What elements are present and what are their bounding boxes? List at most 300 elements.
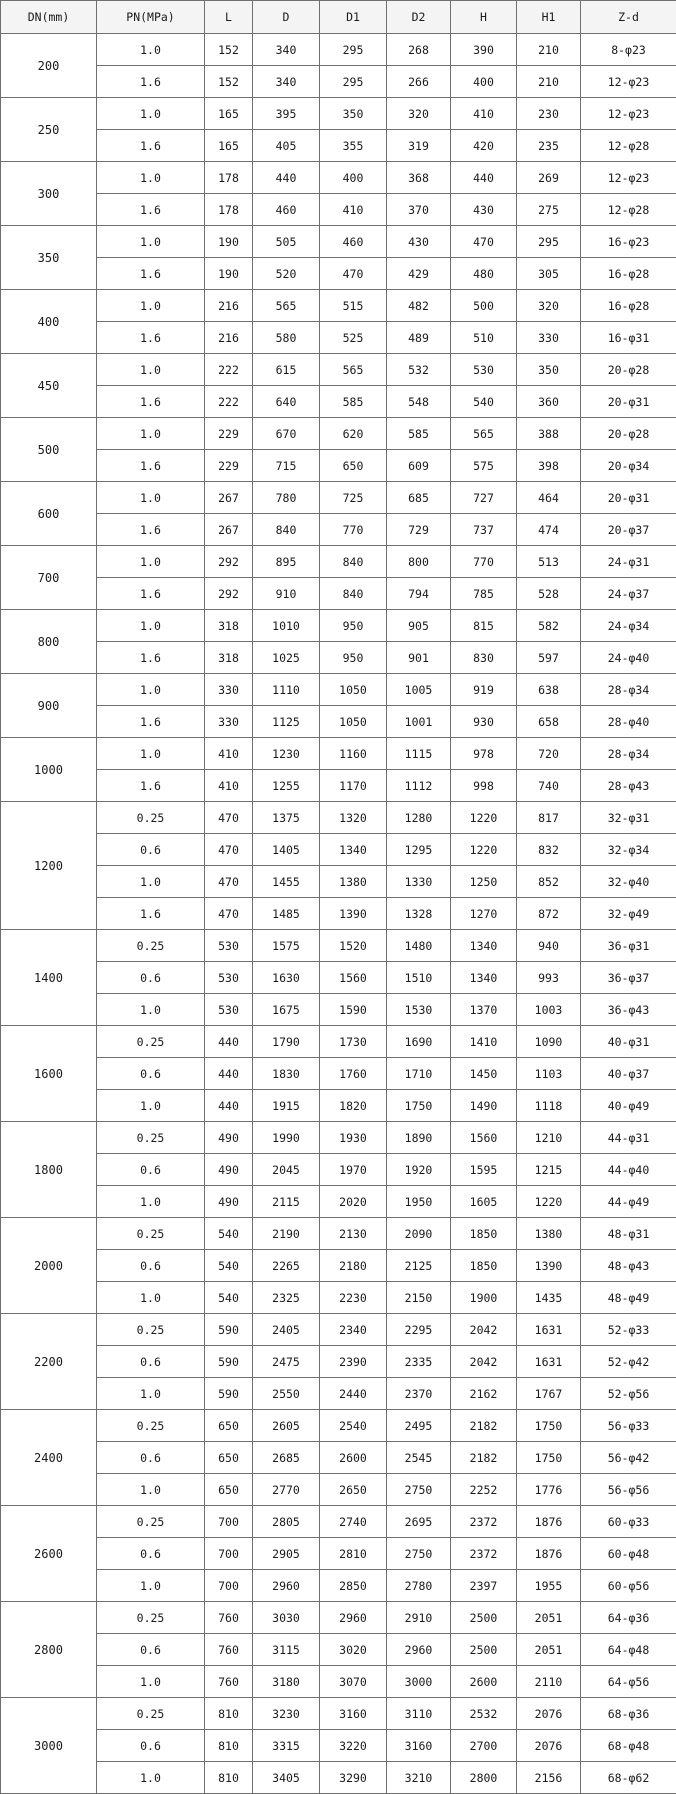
l-cell: 470: [205, 866, 253, 898]
table-row: [1, 1442, 676, 1474]
table-row: [1, 802, 676, 834]
z-d-cell: 28-φ40: [581, 706, 676, 738]
d2-cell: 585: [387, 418, 451, 450]
table-row: [1, 1602, 676, 1634]
pn-cell: 1.0: [97, 866, 205, 898]
d1-cell: 1730: [320, 1026, 387, 1058]
d-cell: 3030: [253, 1602, 320, 1634]
h1-cell: 1631: [517, 1314, 581, 1346]
l-cell: 470: [205, 802, 253, 834]
h1-cell: 1750: [517, 1410, 581, 1442]
d1-cell: 2650: [320, 1474, 387, 1506]
table-row: [1, 1154, 676, 1186]
table-row: [1, 386, 676, 418]
h1-cell: 320: [517, 290, 581, 322]
h-cell: 785: [451, 578, 517, 610]
l-cell: 229: [205, 450, 253, 482]
l-cell: 760: [205, 1602, 253, 1634]
l-cell: 650: [205, 1442, 253, 1474]
h-cell: 2372: [451, 1538, 517, 1570]
d-cell: 2265: [253, 1250, 320, 1282]
dn-cell: 450: [1, 354, 97, 418]
h1-cell: 2076: [517, 1698, 581, 1730]
z-d-cell: 32-φ31: [581, 802, 676, 834]
l-cell: 590: [205, 1346, 253, 1378]
pn-cell: 0.25: [97, 1314, 205, 1346]
l-cell: 700: [205, 1570, 253, 1602]
d-cell: 460: [253, 194, 320, 226]
l-cell: 470: [205, 898, 253, 930]
d2-cell: 1295: [387, 834, 451, 866]
l-cell: 490: [205, 1186, 253, 1218]
d-cell: 715: [253, 450, 320, 482]
pn-cell: 1.0: [97, 482, 205, 514]
h1-cell: 210: [517, 66, 581, 98]
z-d-cell: 20-φ31: [581, 386, 676, 418]
pn-cell: 1.0: [97, 1090, 205, 1122]
d1-cell: 2130: [320, 1218, 387, 1250]
dn-cell: 500: [1, 418, 97, 482]
table-row: [1, 1218, 676, 1250]
header-h: H: [451, 1, 517, 34]
d2-cell: 2370: [387, 1378, 451, 1410]
dn-cell: 1400: [1, 930, 97, 1026]
table-row: [1, 514, 676, 546]
d1-cell: 2340: [320, 1314, 387, 1346]
table-row: [1, 1314, 676, 1346]
table-row: [1, 1634, 676, 1666]
d2-cell: 3110: [387, 1698, 451, 1730]
z-d-cell: 24-φ34: [581, 610, 676, 642]
h-cell: 830: [451, 642, 517, 674]
d2-cell: 548: [387, 386, 451, 418]
pn-cell: 0.6: [97, 1058, 205, 1090]
d1-cell: 2230: [320, 1282, 387, 1314]
z-d-cell: 12-φ28: [581, 130, 676, 162]
d-cell: 565: [253, 290, 320, 322]
d-cell: 1575: [253, 930, 320, 962]
d2-cell: 1950: [387, 1186, 451, 1218]
header-row: [1, 1, 676, 34]
d-cell: 3230: [253, 1698, 320, 1730]
h-cell: 2252: [451, 1474, 517, 1506]
h1-cell: 993: [517, 962, 581, 994]
l-cell: 410: [205, 738, 253, 770]
pn-cell: 0.25: [97, 1026, 205, 1058]
dn-cell: 1000: [1, 738, 97, 802]
d-cell: 2550: [253, 1378, 320, 1410]
d-cell: 340: [253, 66, 320, 98]
h1-cell: 1955: [517, 1570, 581, 1602]
d1-cell: 470: [320, 258, 387, 290]
d-cell: 910: [253, 578, 320, 610]
header-d: D: [253, 1, 320, 34]
h1-cell: 720: [517, 738, 581, 770]
dn-cell: 2400: [1, 1410, 97, 1506]
l-cell: 810: [205, 1762, 253, 1794]
z-d-cell: 28-φ43: [581, 770, 676, 802]
d-cell: 440: [253, 162, 320, 194]
pn-cell: 0.25: [97, 1122, 205, 1154]
pn-cell: 1.6: [97, 514, 205, 546]
h1-cell: 1435: [517, 1282, 581, 1314]
h1-cell: 1118: [517, 1090, 581, 1122]
z-d-cell: 40-φ49: [581, 1090, 676, 1122]
pn-cell: 0.25: [97, 1602, 205, 1634]
h1-cell: 940: [517, 930, 581, 962]
h-cell: 510: [451, 322, 517, 354]
h-cell: 737: [451, 514, 517, 546]
l-cell: 470: [205, 834, 253, 866]
d2-cell: 1280: [387, 802, 451, 834]
h1-cell: 852: [517, 866, 581, 898]
pn-cell: 1.6: [97, 258, 205, 290]
table-row: [1, 322, 676, 354]
l-cell: 760: [205, 1634, 253, 1666]
d1-cell: 2810: [320, 1538, 387, 1570]
table-row: [1, 226, 676, 258]
d-cell: 780: [253, 482, 320, 514]
d-cell: 895: [253, 546, 320, 578]
l-cell: 490: [205, 1154, 253, 1186]
d2-cell: 800: [387, 546, 451, 578]
z-d-cell: 56-φ42: [581, 1442, 676, 1474]
dn-cell: 1200: [1, 802, 97, 930]
table-row: [1, 1122, 676, 1154]
d1-cell: 2180: [320, 1250, 387, 1282]
d2-cell: 430: [387, 226, 451, 258]
d1-cell: 1050: [320, 674, 387, 706]
z-d-cell: 44-φ31: [581, 1122, 676, 1154]
z-d-cell: 16-φ28: [581, 290, 676, 322]
d2-cell: 3210: [387, 1762, 451, 1794]
pn-cell: 1.6: [97, 194, 205, 226]
d1-cell: 410: [320, 194, 387, 226]
h1-cell: 388: [517, 418, 581, 450]
z-d-cell: 32-φ49: [581, 898, 676, 930]
l-cell: 540: [205, 1282, 253, 1314]
d1-cell: 1390: [320, 898, 387, 930]
h-cell: 815: [451, 610, 517, 642]
d2-cell: 1005: [387, 674, 451, 706]
l-cell: 222: [205, 354, 253, 386]
dn-cell: 900: [1, 674, 97, 738]
h1-cell: 2076: [517, 1730, 581, 1762]
d2-cell: 1480: [387, 930, 451, 962]
table-row: [1, 930, 676, 962]
h-cell: 2162: [451, 1378, 517, 1410]
h-cell: 770: [451, 546, 517, 578]
pn-cell: 0.25: [97, 1506, 205, 1538]
d2-cell: 429: [387, 258, 451, 290]
z-d-cell: 12-φ23: [581, 66, 676, 98]
l-cell: 590: [205, 1378, 253, 1410]
pn-cell: 0.6: [97, 834, 205, 866]
pn-cell: 1.0: [97, 290, 205, 322]
h-cell: 2500: [451, 1634, 517, 1666]
d-cell: 3180: [253, 1666, 320, 1698]
z-d-cell: 20-φ37: [581, 514, 676, 546]
pn-cell: 1.0: [97, 546, 205, 578]
d2-cell: 319: [387, 130, 451, 162]
h1-cell: 528: [517, 578, 581, 610]
table-row: [1, 290, 676, 322]
z-d-cell: 20-φ34: [581, 450, 676, 482]
z-d-cell: 20-φ31: [581, 482, 676, 514]
l-cell: 440: [205, 1058, 253, 1090]
d1-cell: 1560: [320, 962, 387, 994]
dn-cell: 350: [1, 226, 97, 290]
table-row: [1, 130, 676, 162]
header-z-d: Z-d: [581, 1, 676, 34]
h1-cell: 1380: [517, 1218, 581, 1250]
h-cell: 575: [451, 450, 517, 482]
z-d-cell: 60-φ33: [581, 1506, 676, 1538]
table-row: [1, 1474, 676, 1506]
d1-cell: 2960: [320, 1602, 387, 1634]
h-cell: 930: [451, 706, 517, 738]
d-cell: 1375: [253, 802, 320, 834]
d1-cell: 295: [320, 66, 387, 98]
z-d-cell: 44-φ40: [581, 1154, 676, 1186]
z-d-cell: 44-φ49: [581, 1186, 676, 1218]
z-d-cell: 64-φ48: [581, 1634, 676, 1666]
d1-cell: 1340: [320, 834, 387, 866]
pn-cell: 1.0: [97, 610, 205, 642]
d1-cell: 770: [320, 514, 387, 546]
d1-cell: 525: [320, 322, 387, 354]
table-row: [1, 1346, 676, 1378]
h1-cell: 1876: [517, 1506, 581, 1538]
table-row: [1, 162, 676, 194]
d1-cell: 1590: [320, 994, 387, 1026]
z-d-cell: 56-φ56: [581, 1474, 676, 1506]
h1-cell: 210: [517, 34, 581, 66]
table-row: [1, 1250, 676, 1282]
dn-cell: 300: [1, 162, 97, 226]
dn-cell: 200: [1, 34, 97, 98]
d2-cell: 1328: [387, 898, 451, 930]
d1-cell: 2600: [320, 1442, 387, 1474]
d-cell: 1485: [253, 898, 320, 930]
z-d-cell: 36-φ37: [581, 962, 676, 994]
l-cell: 178: [205, 162, 253, 194]
l-cell: 330: [205, 674, 253, 706]
h-cell: 420: [451, 130, 517, 162]
d1-cell: 2020: [320, 1186, 387, 1218]
d-cell: 1675: [253, 994, 320, 1026]
l-cell: 810: [205, 1730, 253, 1762]
d1-cell: 1930: [320, 1122, 387, 1154]
pn-cell: 1.0: [97, 1762, 205, 1794]
h1-cell: 1103: [517, 1058, 581, 1090]
pn-cell: 1.6: [97, 386, 205, 418]
pn-cell: 1.0: [97, 418, 205, 450]
d1-cell: 2740: [320, 1506, 387, 1538]
pn-cell: 0.6: [97, 1538, 205, 1570]
d2-cell: 1530: [387, 994, 451, 1026]
z-d-cell: 16-φ31: [581, 322, 676, 354]
h-cell: 2600: [451, 1666, 517, 1698]
pn-cell: 0.6: [97, 1250, 205, 1282]
d1-cell: 620: [320, 418, 387, 450]
d1-cell: 950: [320, 610, 387, 642]
l-cell: 267: [205, 482, 253, 514]
d2-cell: 266: [387, 66, 451, 98]
h-cell: 919: [451, 674, 517, 706]
h-cell: 1370: [451, 994, 517, 1026]
h-cell: 565: [451, 418, 517, 450]
l-cell: 410: [205, 770, 253, 802]
z-d-cell: 68-φ48: [581, 1730, 676, 1762]
l-cell: 178: [205, 194, 253, 226]
dn-cell: 800: [1, 610, 97, 674]
z-d-cell: 20-φ28: [581, 354, 676, 386]
l-cell: 490: [205, 1122, 253, 1154]
pn-cell: 1.0: [97, 354, 205, 386]
l-cell: 152: [205, 34, 253, 66]
d1-cell: 1320: [320, 802, 387, 834]
table-row: [1, 834, 676, 866]
h-cell: 480: [451, 258, 517, 290]
dn-cell: 2600: [1, 1506, 97, 1602]
d1-cell: 3220: [320, 1730, 387, 1762]
h-cell: 1270: [451, 898, 517, 930]
h-cell: 440: [451, 162, 517, 194]
d2-cell: 532: [387, 354, 451, 386]
d1-cell: 350: [320, 98, 387, 130]
l-cell: 222: [205, 386, 253, 418]
d-cell: 2325: [253, 1282, 320, 1314]
pn-cell: 1.6: [97, 322, 205, 354]
h1-cell: 658: [517, 706, 581, 738]
z-d-cell: 68-φ36: [581, 1698, 676, 1730]
z-d-cell: 40-φ31: [581, 1026, 676, 1058]
d-cell: 1405: [253, 834, 320, 866]
d1-cell: 2540: [320, 1410, 387, 1442]
l-cell: 267: [205, 514, 253, 546]
d-cell: 2805: [253, 1506, 320, 1538]
l-cell: 650: [205, 1474, 253, 1506]
h-cell: 410: [451, 98, 517, 130]
table-row: [1, 1666, 676, 1698]
h1-cell: 235: [517, 130, 581, 162]
d-cell: 3115: [253, 1634, 320, 1666]
d-cell: 1110: [253, 674, 320, 706]
z-d-cell: 56-φ33: [581, 1410, 676, 1442]
table-row: [1, 738, 676, 770]
d2-cell: 2295: [387, 1314, 451, 1346]
d-cell: 670: [253, 418, 320, 450]
l-cell: 292: [205, 578, 253, 610]
d2-cell: 794: [387, 578, 451, 610]
table-row: [1, 98, 676, 130]
l-cell: 760: [205, 1666, 253, 1698]
h1-cell: 1220: [517, 1186, 581, 1218]
d2-cell: 489: [387, 322, 451, 354]
l-cell: 650: [205, 1410, 253, 1442]
h-cell: 1850: [451, 1218, 517, 1250]
z-d-cell: 32-φ34: [581, 834, 676, 866]
d-cell: 1990: [253, 1122, 320, 1154]
pn-cell: 1.0: [97, 674, 205, 706]
d-cell: 1630: [253, 962, 320, 994]
d2-cell: 2780: [387, 1570, 451, 1602]
l-cell: 190: [205, 258, 253, 290]
h1-cell: 2051: [517, 1602, 581, 1634]
d-cell: 2045: [253, 1154, 320, 1186]
pn-cell: 1.6: [97, 898, 205, 930]
l-cell: 530: [205, 994, 253, 1026]
d2-cell: 901: [387, 642, 451, 674]
z-d-cell: 48-φ43: [581, 1250, 676, 1282]
d2-cell: 1750: [387, 1090, 451, 1122]
pn-cell: 1.0: [97, 1282, 205, 1314]
pn-cell: 1.6: [97, 66, 205, 98]
d2-cell: 1890: [387, 1122, 451, 1154]
d2-cell: 2910: [387, 1602, 451, 1634]
h1-cell: 295: [517, 226, 581, 258]
pn-cell: 1.6: [97, 642, 205, 674]
h1-cell: 817: [517, 802, 581, 834]
z-d-cell: 24-φ40: [581, 642, 676, 674]
table-row: [1, 1282, 676, 1314]
d1-cell: 1170: [320, 770, 387, 802]
d-cell: 640: [253, 386, 320, 418]
z-d-cell: 16-φ28: [581, 258, 676, 290]
l-cell: 292: [205, 546, 253, 578]
header-l: L: [205, 1, 253, 34]
d-cell: 3405: [253, 1762, 320, 1794]
d2-cell: 1510: [387, 962, 451, 994]
d1-cell: 2440: [320, 1378, 387, 1410]
h1-cell: 638: [517, 674, 581, 706]
h-cell: 1900: [451, 1282, 517, 1314]
h-cell: 2800: [451, 1762, 517, 1794]
h1-cell: 1631: [517, 1346, 581, 1378]
d-cell: 1830: [253, 1058, 320, 1090]
d1-cell: 650: [320, 450, 387, 482]
pn-cell: 1.6: [97, 130, 205, 162]
d2-cell: 320: [387, 98, 451, 130]
d1-cell: 565: [320, 354, 387, 386]
dn-cell: 250: [1, 98, 97, 162]
z-d-cell: 24-φ31: [581, 546, 676, 578]
h1-cell: 513: [517, 546, 581, 578]
d1-cell: 3070: [320, 1666, 387, 1698]
z-d-cell: 40-φ37: [581, 1058, 676, 1090]
pn-cell: 1.0: [97, 1474, 205, 1506]
h-cell: 1340: [451, 930, 517, 962]
h1-cell: 360: [517, 386, 581, 418]
table-row: [1, 34, 676, 66]
l-cell: 530: [205, 962, 253, 994]
d1-cell: 950: [320, 642, 387, 674]
table-row: [1, 258, 676, 290]
z-d-cell: 60-φ48: [581, 1538, 676, 1570]
dn-cell: 600: [1, 482, 97, 546]
h-cell: 2532: [451, 1698, 517, 1730]
d-cell: 2190: [253, 1218, 320, 1250]
dn-cell: 2200: [1, 1314, 97, 1410]
table-row: [1, 1410, 676, 1442]
h1-cell: 582: [517, 610, 581, 642]
d1-cell: 460: [320, 226, 387, 258]
d-cell: 2960: [253, 1570, 320, 1602]
header-dn: DN(mm): [1, 1, 97, 34]
pn-cell: 0.6: [97, 1154, 205, 1186]
header-h1: H1: [517, 1, 581, 34]
